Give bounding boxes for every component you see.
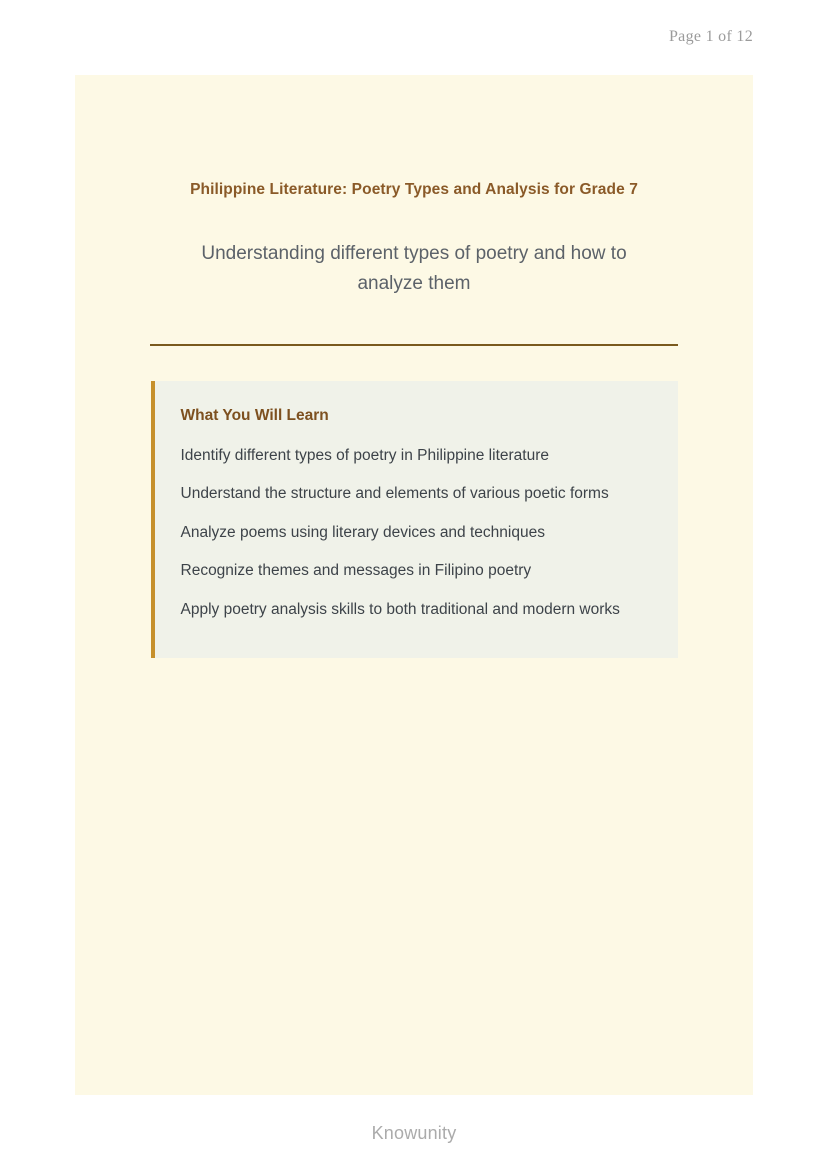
- learning-objective-item: Understand the structure and elements of various poetic forms: [180, 485, 609, 502]
- document-title: Philippine Literature: Poetry Types and Analysis for Grade 7: [190, 181, 638, 198]
- learning-objective-item: Identify different types of poetry in Philippine literature: [180, 446, 549, 464]
- document-sheet: [75, 75, 753, 1095]
- learning-objectives-box: [151, 381, 678, 658]
- page-indicator: Page 1 of 12: [668, 28, 753, 45]
- knowunity-brand-footer: Knowunity: [371, 1123, 457, 1143]
- learning-objective-item: Recognize themes and messages in Filipino poetry: [180, 562, 532, 579]
- learning-objective-item: Analyze poems using literary devices and techniques: [180, 523, 545, 541]
- title-divider-rule: [150, 344, 678, 346]
- document-subtitle: Understanding different types of poetry and how to analyze them: [201, 243, 627, 294]
- learning-objective-item: Apply poetry analysis skills to both traditional and modern works: [180, 600, 620, 618]
- learning-objectives-heading: What You Will Learn: [180, 407, 329, 424]
